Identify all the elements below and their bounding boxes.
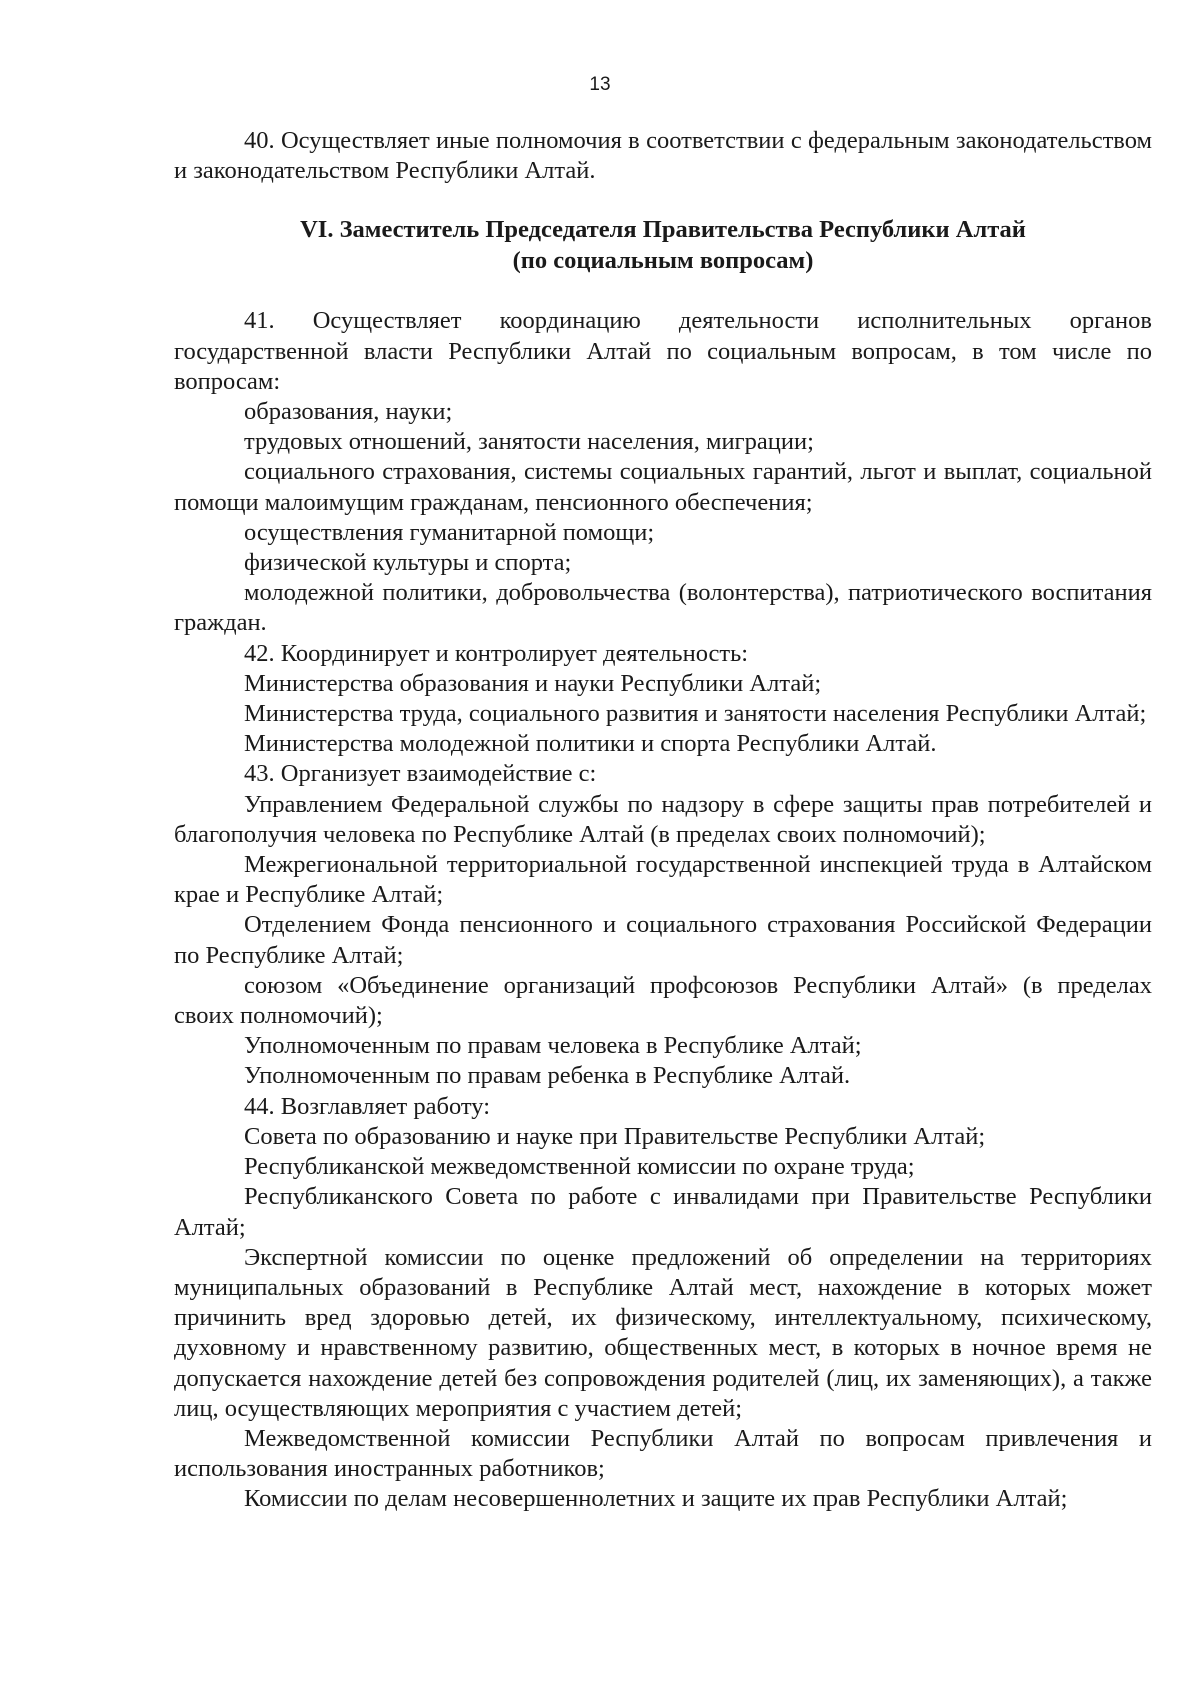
list-item: Республиканской межведомственной комиссии по охране труда; bbox=[244, 1153, 915, 1181]
list-item: Уполномоченным по правам человека в Республике Алтай; bbox=[244, 1032, 862, 1060]
list-item: Совета по образованию и науке при Правительстве Республики Алтай; bbox=[244, 1122, 986, 1150]
list-item: Межведомственной комиссии Республики Алтай по вопросам привлечения и использования иностранных работников; bbox=[174, 1424, 1152, 1483]
list-item: Министерства труда, социального развития и занятости населения Республики Алтай; bbox=[244, 700, 1147, 728]
paragraph-42: 42. Координирует и контролирует деятельность: bbox=[244, 639, 749, 667]
list-item: Экспертной комиссии по оценке предложений об определении на территориях муниципальных образований в Республике Алтай мест, нахождение в которых может причинить вред здоровью детей, их физическому, интеллектуальному, психическому, духовному и нравственному развитию, общественных мест, в которых в ночное время не допускается нахождение детей без сопровождения родителей (лиц, их заменяющих), а также лиц, осуществляющих мероприятия с участием детей; bbox=[174, 1243, 1152, 1422]
paragraph-44: 44. Возглавляет работу: bbox=[244, 1092, 491, 1120]
list-item: молодежной политики, добровольчества (волонтерства), патриотического воспитания граждан. bbox=[174, 579, 1152, 637]
list-item: Министерства молодежной политики и спорта Республики Алтай. bbox=[244, 730, 937, 758]
list-item: осуществления гуманитарной помощи; bbox=[244, 518, 655, 546]
list-item: Комиссии по делам несовершеннолетних и защите их прав Республики Алтай; bbox=[244, 1485, 1068, 1513]
list-item: Межрегиональной территориальной государственной инспекцией труда в Алтайском крае и Республике Алтай; bbox=[174, 851, 1152, 909]
section-heading-line2: (по социальным вопросам) bbox=[512, 247, 814, 275]
page-number: 13 bbox=[589, 74, 611, 95]
document-body bbox=[174, 126, 1152, 1515]
list-item: Управлением Федеральной службы по надзору в сфере защиты прав потребителей и благополучия человека по Республике Алтай (в пределах своих полномочий); bbox=[174, 790, 1152, 848]
list-item: Республиканского Совета по работе с инвалидами при Правительстве Республики Алтай; bbox=[174, 1183, 1152, 1241]
list-item: Уполномоченным по правам ребенка в Республике Алтай. bbox=[244, 1062, 851, 1090]
paragraph-41: 41. Осуществляет координацию деятельности исполнительных органов государственной власти Республики Алтай по социальным вопросам, в том числе по вопросам: bbox=[174, 307, 1152, 395]
paragraph-43: 43. Организует взаимодействие с: bbox=[244, 760, 597, 788]
paragraph-40: 40. Осуществляет иные полномочия в соответствии с федеральным законодательством и законодательством Республики Алтай. bbox=[174, 127, 1152, 185]
list-item: союзом «Объединение организаций профсоюзов Республики Алтай» (в пределах своих полномочий); bbox=[174, 971, 1152, 1030]
list-item: образования, науки; bbox=[244, 398, 453, 426]
list-item: Министерства образования и науки Республики Алтай; bbox=[244, 669, 822, 697]
list-item: социального страхования, системы социальных гарантий, льгот и выплат, социальной помощи малоимущим гражданам, пенсионного обеспечения; bbox=[174, 458, 1152, 516]
list-item: Отделением Фонда пенсионного и социального страхования Российской Федерации по Республике Алтай; bbox=[174, 911, 1152, 969]
section-heading-line1: VI. Заместитель Председателя Правительства Республики Алтай bbox=[300, 216, 1026, 244]
list-item: физической культуры и спорта; bbox=[244, 549, 572, 577]
list-item: трудовых отношений, занятости населения, миграции; bbox=[244, 428, 814, 456]
